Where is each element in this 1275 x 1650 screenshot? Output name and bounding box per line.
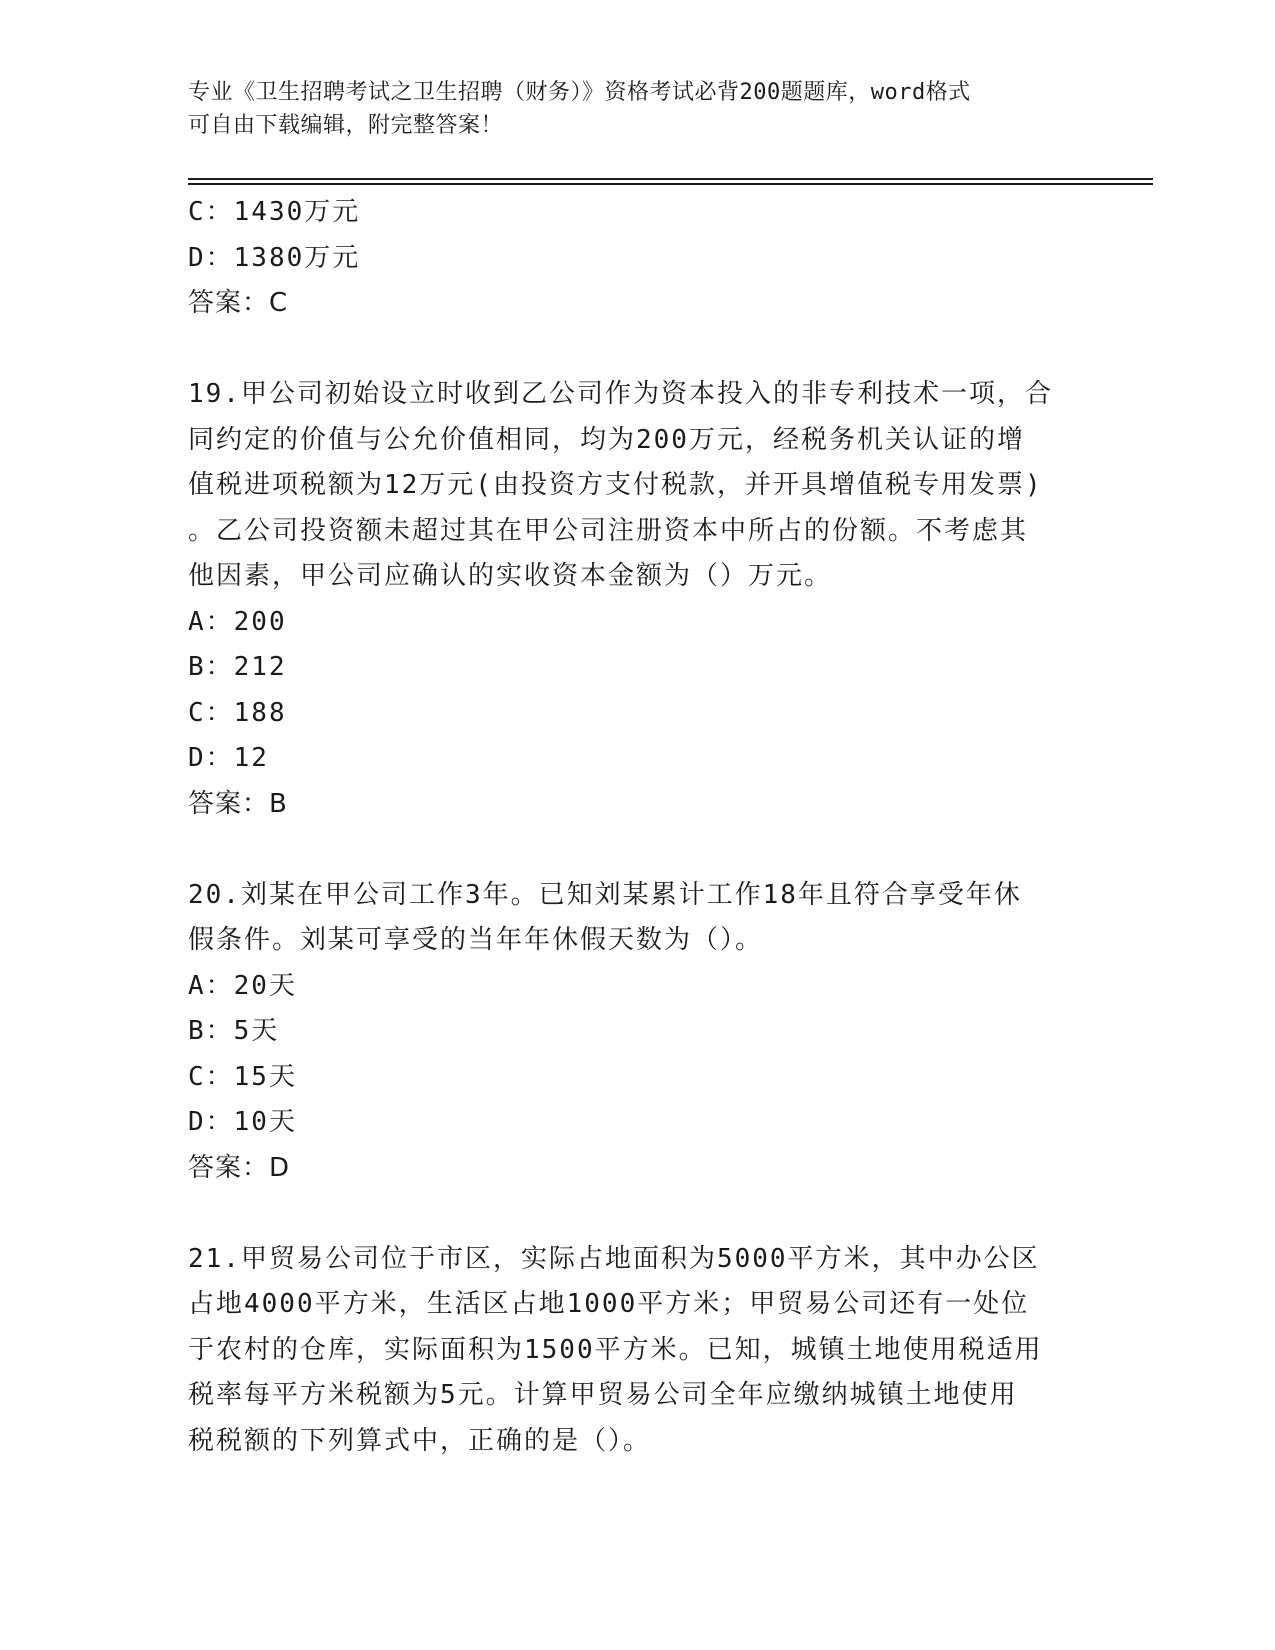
option-d: D：12: [188, 743, 269, 773]
question-line: 值税进项税额为12万元(由投资方支付税款，并开具增值税专用发票): [188, 470, 1043, 500]
question-line: 占地4000平方米，生活区占地1000平方米；甲贸易公司还有一处位: [188, 1289, 1030, 1319]
question-text: [188, 372, 1088, 600]
question-21: [188, 1237, 1088, 1465]
header-rule-top: [188, 178, 1153, 180]
header-line-1: 专业《卫生招聘考试之卫生招聘（财务）》资格考试必背200题题库，word格式: [188, 80, 971, 105]
document-body: [188, 190, 1088, 1464]
document-header: [188, 76, 1088, 142]
option-a: A：200: [188, 606, 287, 637]
question-text: [188, 1237, 1088, 1465]
answer: 答案：B: [188, 788, 288, 819]
question-line: 他因素，甲公司应确认的实收资本金额为（）万元。: [188, 561, 833, 591]
question-line: 假条件。刘某可享受的当年年休假天数为（）。: [188, 925, 764, 955]
spacer: [188, 327, 1088, 373]
answer: 答案：D: [188, 1152, 291, 1183]
option-b: B：212: [188, 652, 287, 682]
header-line-2: 可自由下载编辑，附完整答案！: [188, 113, 504, 138]
question-line: 同约定的价值与公允价值相同，均为200万元，经税务机关认证的增: [188, 424, 1025, 455]
option-b: B：5天: [188, 1016, 280, 1046]
question-line: 20.刘某在甲公司工作3年。已知刘某累计工作18年且符合享受年休: [188, 879, 1022, 910]
question-line: 税税额的下列算式中，正确的是（）。: [188, 1425, 652, 1456]
option-d: D：10天: [188, 1107, 297, 1137]
header-rule-bottom: [188, 183, 1153, 185]
question-line: 21.甲贸易公司位于市区，实际占地面积为5000平方米，其中办公区: [188, 1243, 1040, 1274]
question-line: 19.甲公司初始设立时收到乙公司作为资本投入的非专利技术一项，合: [188, 379, 1053, 409]
option-d: D：1380万元: [188, 242, 361, 273]
option-a: A：20天: [188, 970, 297, 1001]
question-line: 。乙公司投资额未超过其在甲公司注册资本中所占的份额。不考虑其: [188, 515, 1029, 546]
option-c: C：15天: [188, 1061, 297, 1092]
spacer: [188, 1191, 1088, 1237]
question-18: [188, 190, 1088, 327]
question-line: 于农村的仓库，实际面积为1500平方米。已知，城镇土地使用税适用: [188, 1334, 1043, 1365]
question-20: [188, 873, 1088, 1192]
question-19: [188, 372, 1088, 827]
option-c: C：1430万元: [188, 197, 361, 227]
question-text: [188, 873, 1088, 964]
option-c: C：188: [188, 697, 287, 728]
answer: 答案：C: [188, 288, 289, 318]
question-line: 税率每平方米税额为5元。计算甲贸易公司全年应缴纳城镇土地使用: [188, 1380, 1018, 1410]
spacer: [188, 827, 1088, 873]
